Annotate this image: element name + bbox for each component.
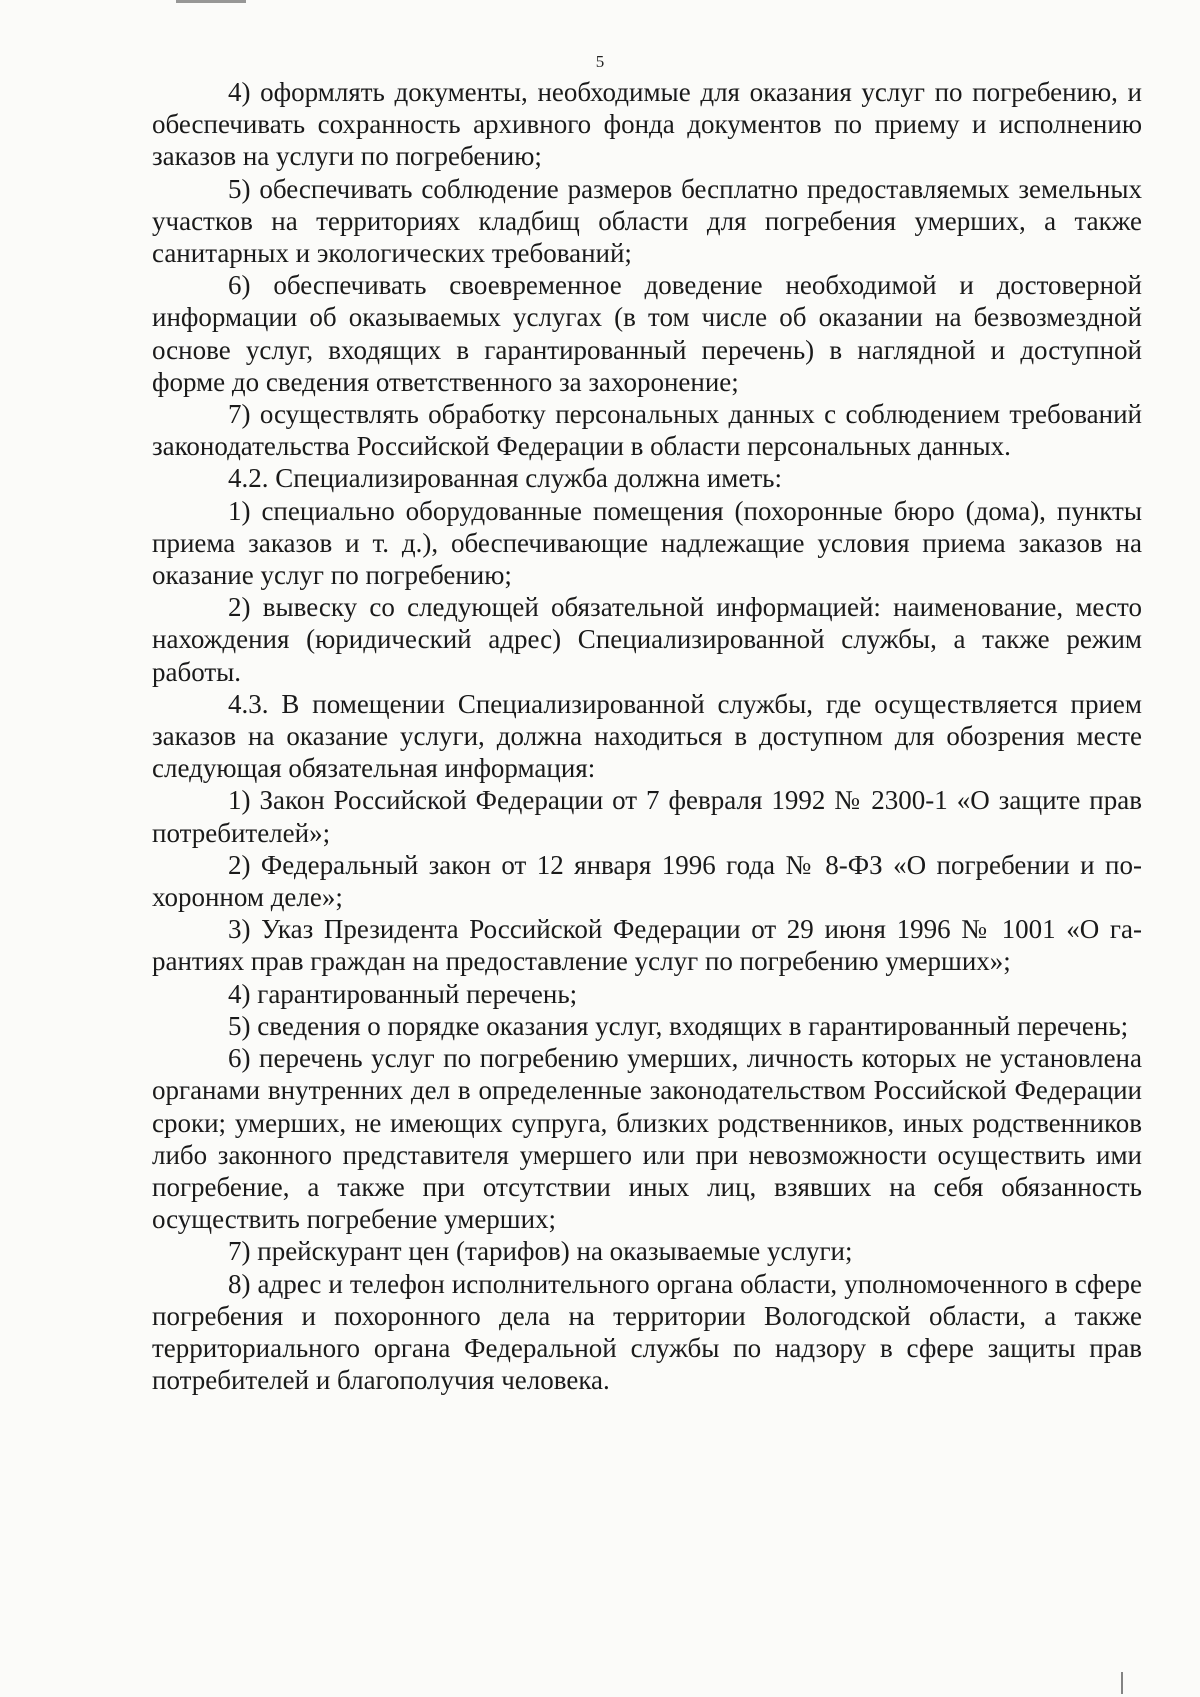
scan-artifact xyxy=(1121,1672,1123,1694)
list-item: 3) Указ Президента Российской Федерации от 29 июня 1996 № 1001 «О гарантиях прав граждан на предоставление услуг по погребению умерших»; xyxy=(152,914,1142,977)
paragraph: 6) обеспечивать своевременное доведение необходимой и достоверной информации об оказываемых услугах (в том числе об оказании на безвозмездной основе услуг, входящих в гарантированный перечень) в наглядной и доступной форме до сведения ответственного за захоронение; xyxy=(152,270,1142,397)
list-item: 1) Закон Российской Федерации от 7 февраля 1992 № 2300-1 «О защите прав потребителей»; xyxy=(152,785,1142,848)
list-item: 2) Федеральный закон от 12 января 1996 года № 8-ФЗ «О погребении и похоронном деле»; xyxy=(152,849,1142,913)
section-heading: 4.2. Специализированная служба должна иметь: xyxy=(228,463,782,494)
paragraph: 1) специально оборудованные помещения (похоронные бюро (дома), пункты приема заказов и т. д.), обеспечивающие надлежащие условия приема заказов на оказание услуг по погребению; xyxy=(152,495,1142,591)
list-item: 8) адрес и телефон исполнительного органа области, уполномоченного в сфере погребения и похоронного дела на территории Вологодской области, а также территориального органа Федеральной службы по надзору в сфере защиты прав потребителей и благополучия человека. xyxy=(152,1268,1142,1396)
list-item: 7) прейскурант цен (тарифов) на оказываемые услуги; xyxy=(228,1236,853,1267)
paragraph: 2) вывеску со следующей обязательной информацией: наименование, место нахождения (юридический адрес) Специализированной службы, а также режим работы. xyxy=(152,592,1142,687)
scan-artifact xyxy=(176,0,246,3)
paragraph: 4) оформлять документы, необходимые для оказания услуг по погребению, и обеспечивать сохранность архивного фонда документов по приему и исполнению заказов на услуги по погребению; xyxy=(152,77,1142,172)
paragraph: 7) осуществлять обработку персональных данных с соблюдением требований законодательства Российской Федерации в области персональных данных. xyxy=(152,399,1142,462)
page-number: 5 xyxy=(595,52,605,71)
document-body xyxy=(152,76,1142,1396)
list-item: 6) перечень услуг по погребению умерших, личность которых не установлена органами внутренних дел в определенные законодательством Российской Федерации сроки; умерших, не имеющих супруга, близких родственников, иных родственников либо законного представителя умершего или при невозможности осуществить ими погребение, а также при отсутствии иных лиц, взявших на себя обязанность осуществить погребение умерших; xyxy=(152,1043,1142,1235)
section-paragraph: 4.3. В помещении Специализированной службы, где осуществляется прием заказов на оказание услуги, должна находиться в доступном для обозрения месте следующая обязательная информация: xyxy=(152,688,1142,784)
paragraph: 5) обеспечивать соблюдение размеров бесплатно предоставляемых земельных участков на территориях кладбищ области для погребения умерших, а также санитарных и экологических требований; xyxy=(152,173,1142,269)
list-item: 4) гарантированный перечень; xyxy=(228,978,578,1009)
list-item: 5) сведения о порядке оказания услуг, входящих в гарантированный перечень; xyxy=(228,1010,1129,1041)
